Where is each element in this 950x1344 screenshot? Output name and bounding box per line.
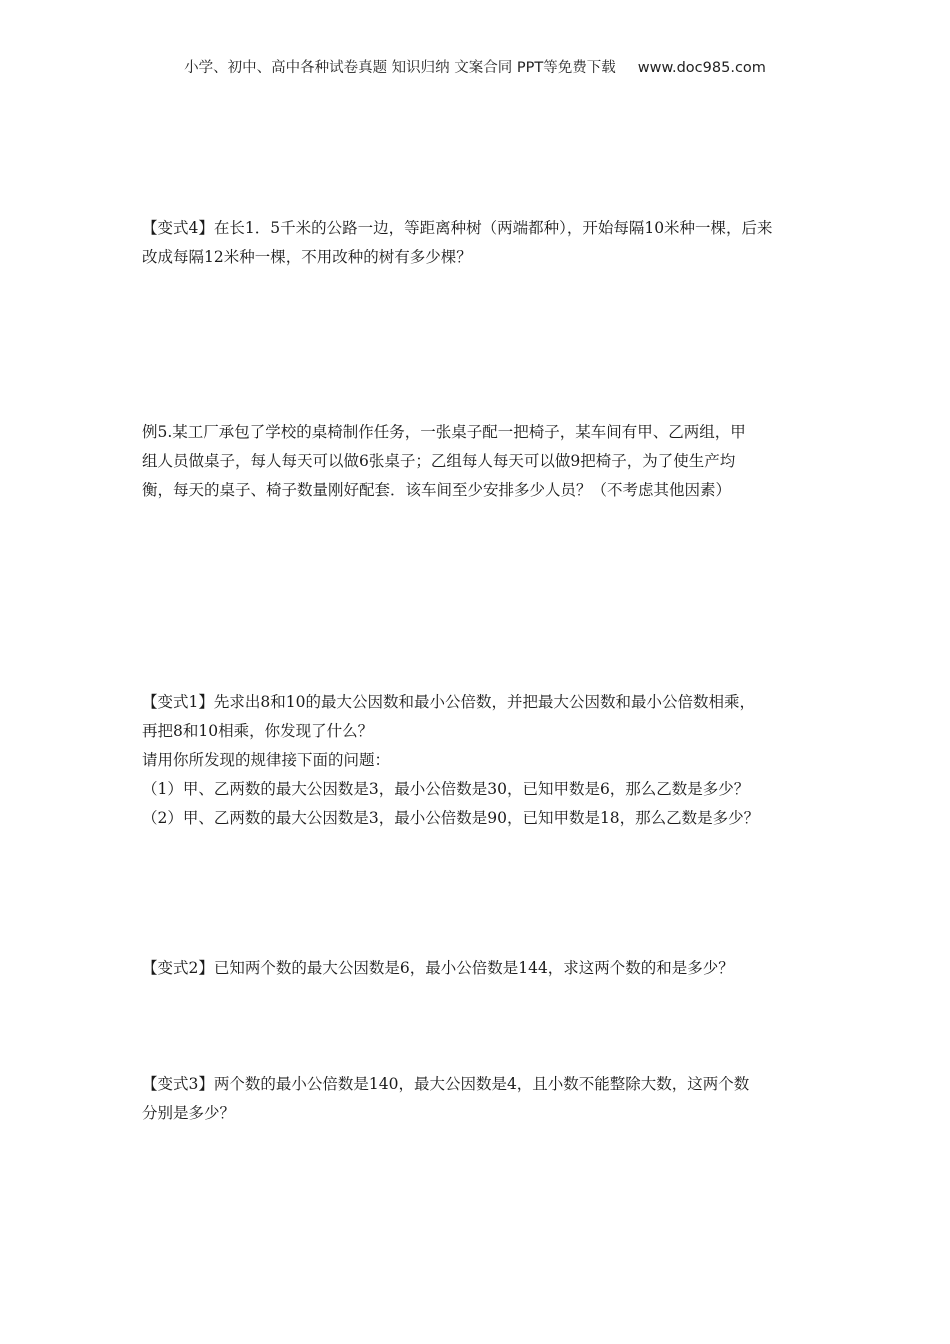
header-text: 小学、初中、高中各种试卷真题 知识归纳 文案合同 PPT等免费下载: [184, 60, 616, 76]
header-url[interactable]: www.doc985.com: [637, 60, 766, 76]
text-line: 【变式3】两个数的最小公倍数是140，最大公因数是4，且小数不能整除大数，这两个数: [142, 1075, 750, 1093]
text-line: 改成每隔12米种一棵，不用改种的树有多少棵？: [142, 248, 472, 266]
text-line: 【变式2】已知两个数的最大公因数是6，最小公倍数是144，求这两个数的和是多少？: [142, 959, 734, 977]
text-line: （1）甲、乙两数的最大公因数是3，最小公倍数是30，已知甲数是6，那么乙数是多少？: [142, 780, 750, 798]
text-line: 【变式1】先求出8和10的最大公因数和最小公倍数，并把最大公因数和最小公倍数相乘，: [142, 693, 755, 711]
text-line: 【变式4】在长1．5千米的公路一边，等距离种树（两端都种），开始每隔10米种一棵，后来: [142, 219, 773, 237]
problem-variant-4: [142, 214, 810, 272]
problem-variant-2: [142, 954, 810, 983]
text-line: 衡，每天的桌子、椅子数量刚好配套．该车间至少安排多少人员？（不考虑其他因素）: [142, 481, 732, 499]
text-line: 分别是多少？: [142, 1104, 236, 1122]
text-line: 请用你所发现的规律接下面的问题：: [142, 751, 391, 769]
text-line: （2）甲、乙两数的最大公因数是3，最小公倍数是90，已知甲数是18，那么乙数是多少？: [142, 809, 760, 827]
problem-variant-3: [142, 1070, 810, 1128]
problem-variant-1: [142, 688, 810, 833]
text-line: 例5.某工厂承包了学校的桌椅制作任务，一张桌子配一把椅子，某车间有甲、乙两组，甲: [142, 423, 746, 441]
page-header: [0, 56, 950, 77]
text-line: 组人员做桌子，每人每天可以做6张桌子；乙组每人每天可以做9把椅子，为了使生产均: [142, 452, 736, 470]
text-line: 再把8和10相乘，你发现了什么？: [142, 722, 374, 740]
problem-example-5: [142, 418, 810, 505]
